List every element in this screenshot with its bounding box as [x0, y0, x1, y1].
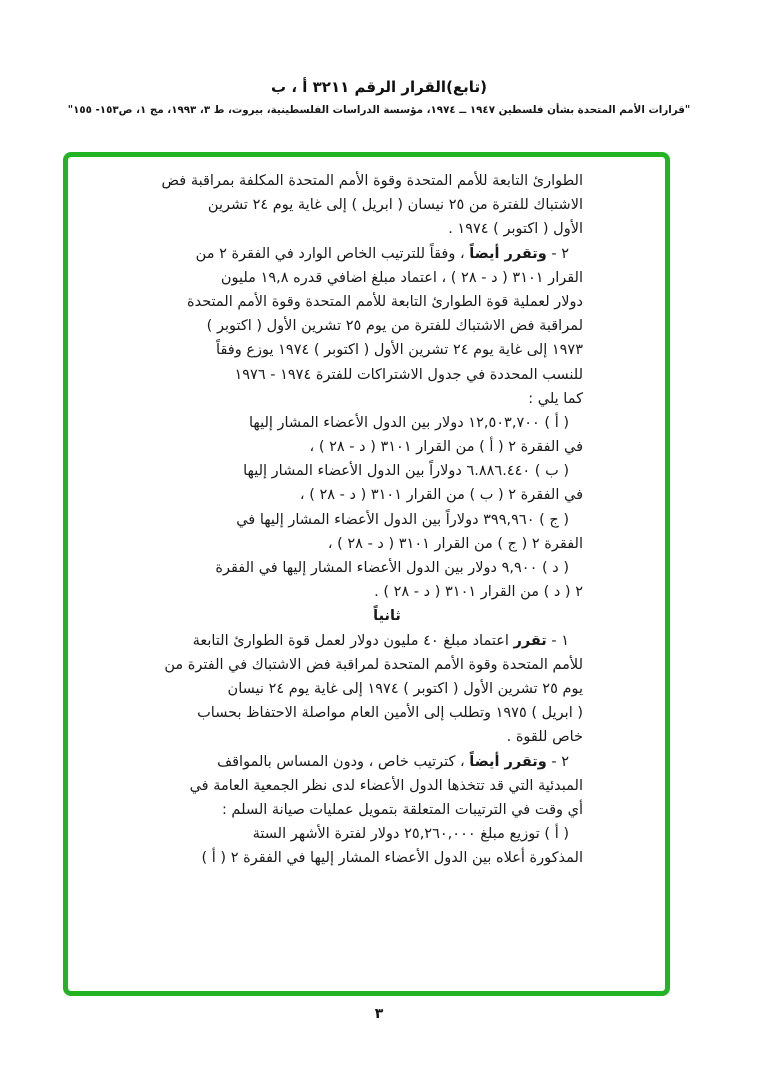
highlight-annotation-box [63, 152, 670, 996]
text-run: أي وقت في الترتيبات المتعلقة بتمويل عمليات صيانة السلم : [221, 801, 583, 818]
text-run: ( ج ) ٣٩٩,٩٦٠ دولاراً بين الدول الأعضاء المشار إليها في [236, 511, 569, 528]
text-run: ٢ - [546, 245, 569, 262]
text-run: ( أ ) ١٢,٥٠٣,٧٠٠ دولار بين الدول الأعضاء المشار إليها [248, 414, 569, 431]
text-run: ( د ) ٩,٩٠٠ دولار بين الدول الأعضاء المشار إليها في الفقرة [215, 560, 569, 576]
text-run: ٢ ( د ) من القرار ٣١٠١ ( د - ٢٨ ) . [374, 584, 583, 601]
text-line [191, 217, 583, 241]
text-run: الأول ( اكتوبر ) ١٩٧٤ . [448, 221, 583, 238]
text-run: خاص للقوة . [506, 729, 583, 746]
text-line [164, 653, 583, 677]
text-line [191, 556, 583, 580]
text-line [191, 580, 583, 604]
text-line [191, 822, 583, 846]
text-run: ١ - [546, 632, 569, 649]
text-line [191, 435, 583, 459]
text-run: ( ب ) ٦.٨٨٦.٤٤٠ دولاراً بين الدول الأعضاء المشار إليها [243, 463, 569, 480]
text-line [161, 169, 583, 193]
text-line [191, 338, 583, 362]
text-run: ( ابريل ) ١٩٧٥ وتطلب إلى الأمين العام مواصلة الاحتفاظ بحساب [197, 705, 583, 722]
text-run: القرار ٣١٠١ ( د - ٢٨ ) ، اعتماد مبلغ اضافي قدره ١٩,٨ مليون [220, 269, 583, 286]
text-run: يوم ٢٥ تشرين الأول ( اكتوبر ) ١٩٧٤ إلى غاية يوم ٢٤ نيسان [227, 680, 583, 697]
text-line [191, 483, 583, 507]
text-line [191, 750, 583, 774]
text-run: ١٩٧٣ إلى غاية يوم ٢٤ تشرين الأول ( اكتوبر ) ١٩٧٤ يوزع وفقاً [216, 342, 583, 359]
text-line [191, 363, 583, 387]
text-line [191, 774, 583, 798]
text-line [191, 532, 583, 556]
text-run: ( أ ) توزيع مبلغ ٢٥,٢٦٠,٠٠٠ دولار لفترة الأشهر الستة [252, 826, 569, 843]
section-heading [191, 604, 583, 628]
text-run: المذكورة أعلاه بين الدول الأعضاء المشار إليها في الفقرة ٢ ( أ ) [201, 850, 583, 867]
text-run: كما يلي : [528, 390, 583, 407]
text-line [191, 701, 583, 725]
text-run: للنسب المحددة في جدول الاشتراكات للفترة ١٩٧٤ - ١٩٧٦ [234, 366, 583, 383]
bold-text-run: وتقرر أيضاً [469, 753, 547, 770]
text-line [191, 266, 583, 290]
bold-text-run: تقرر [513, 632, 547, 649]
text-line [191, 459, 583, 483]
text-line [191, 387, 583, 411]
text-run: ، وفقاً للترتيب الخاص الوارد في الفقرة ٢ من [195, 245, 470, 262]
text-run: الفقرة ٢ ( ج ) من القرار ٣١٠١ ( د - ٢٨ ) ، [327, 535, 583, 552]
text-run: للأمم المتحدة وقوة الأمم المتحدة لمراقبة فض الاشتباك في الفترة من [164, 656, 583, 673]
text-run: دولار لعملية قوة الطوارئ التابعة للأمم المتحدة وقوة الأمم المتحدة [186, 293, 583, 310]
text-line [191, 798, 583, 822]
text-line [191, 725, 583, 749]
page-title: (تابع)القرار الرقم ٣٢١١ أ ، ب [271, 78, 487, 96]
text-run: في الفقرة ٢ ( أ ) من القرار ٣١٠١ ( د - ٢٨ ) ، [309, 439, 583, 456]
page-number: ٣ [374, 1006, 384, 1022]
text-run: ، كترتيب خاص ، ودون المساس بالمواقف [217, 753, 470, 770]
text-run: لمراقبة فض الاشتباك للفترة من يوم ٢٥ تشرين الأول ( اكتوبر ) [206, 318, 583, 335]
text-line [191, 846, 583, 870]
text-line [191, 677, 583, 701]
text-line [191, 314, 583, 338]
text-line [191, 629, 583, 653]
text-line [186, 290, 583, 314]
text-line [191, 193, 583, 217]
bold-text-run: وتقرر أيضاً [469, 245, 547, 262]
text-run: ٢ - [546, 753, 569, 770]
text-line [191, 242, 583, 266]
text-run: الاشتباك للفترة من ٢٥ نيسان ( ابريل ) إلى غاية يوم ٢٤ تشرين [207, 197, 583, 214]
source-citation: "قرارات الأمم المتحدة بشأن فلسطين ١٩٤٧ ــ ١٩٧٤، مؤسسة الدراسات الفلسطينية، بيروت، ط ٣، ١٩٩٣، مج ١، ص١٥٣- ١٥٥" [67, 104, 691, 116]
text-run: في الفقرة ٢ ( ب ) من القرار ٣١٠١ ( د - ٢٨ ) ، [299, 487, 583, 504]
text-line [191, 508, 583, 532]
text-run: المبدئية التي قد تتخذها الدول الأعضاء لدى نظر الجمعية العامة في [189, 777, 583, 794]
text-line [191, 411, 583, 435]
text-run: اعتماد مبلغ ٤٠ مليون دولار لعمل قوة الطوارئ التابعة [192, 632, 514, 649]
text-run: الطوارئ التابعة للأمم المتحدة وقوة الأمم المتحدة المكلفة بمراقبة فض [161, 173, 583, 189]
document-body [161, 169, 583, 870]
bold-text-run: ثانياً [373, 608, 401, 625]
